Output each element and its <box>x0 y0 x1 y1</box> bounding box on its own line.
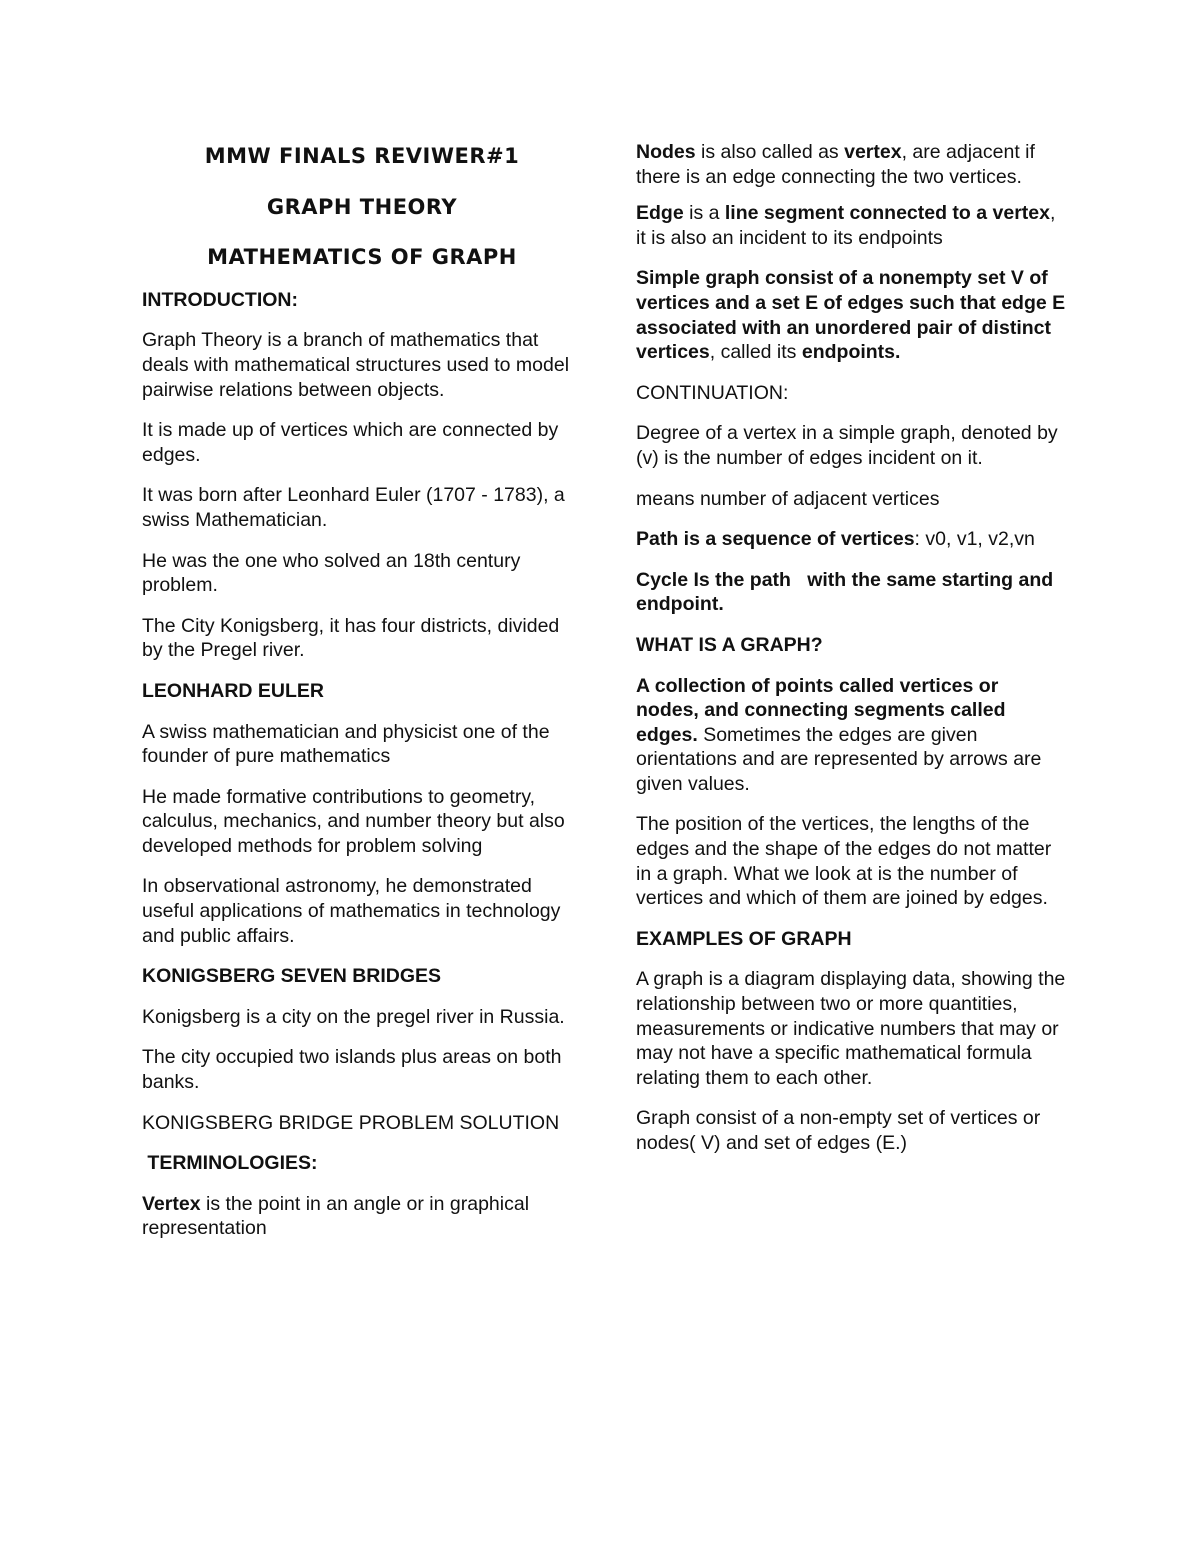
edge-definition <box>636 201 1066 250</box>
intro-paragraph: The City Konigsberg, it has four districts, divided by the Pregel river. <box>142 614 560 662</box>
simple-graph-endpoints: endpoints. <box>801 341 901 364</box>
position-paragraph: The position of the vertices, the lengths of the edges and the shape of the edges do not matter in a graph. What we look at is the number of vertices and which of them are joined by edges. <box>636 813 1052 910</box>
means-paragraph: means number of adjacent vertices <box>636 487 940 510</box>
euler-paragraph: A swiss mathematician and physicist one of the founder of pure mathematics <box>142 720 550 768</box>
what-is-graph-bold: A collection of points called vertices or nodes, and connecting segments called edges. <box>636 674 1006 746</box>
what-is-graph-paragraph <box>636 674 1066 797</box>
cycle-definition <box>636 568 1066 617</box>
nodes-term: Nodes <box>636 141 696 163</box>
intro-paragraph: It was born after Leonhard Euler (1707 - 1783), a swiss Mathematician. <box>142 484 565 531</box>
bridges-paragraph: KONIGSBERG BRIDGE PROBLEM SOLUTION <box>142 1111 560 1134</box>
document-title: MMW FINALS REVIWER#1 <box>204 144 520 168</box>
edge-bold-text: line segment connected to a vertex <box>724 202 1050 225</box>
nodes-vertex-term: vertex <box>844 141 902 163</box>
document-subtitle: GRAPH THEORY <box>266 194 458 219</box>
examples-paragraph: Graph consist of a non-empty set of vertices or nodes( V) and set of edges (E.) <box>636 1107 1041 1154</box>
path-bold: Path is a sequence of vertices <box>636 528 915 551</box>
path-text: : v0, v1, v2,vn <box>914 528 1035 551</box>
euler-paragraph: In observational astronomy, he demonstrated useful applications of mathematics in technology and public affairs. <box>142 875 561 947</box>
what-is-graph-text: Sometimes the edges are given orientations and are represented by arrows are given values. <box>636 723 1042 795</box>
examples-heading: EXAMPLES OF GRAPH <box>636 927 852 950</box>
vertex-term: Vertex <box>142 1192 201 1215</box>
bridges-paragraph: Konigsberg is a city on the pregel river in Russia. <box>142 1005 565 1028</box>
path-definition <box>636 527 1066 552</box>
simple-graph-bold: Simple graph consist of a nonempty set V of vertices and a set E of edges such that edge E associated with an unordered pair of distinct vertices <box>636 267 1066 364</box>
simple-graph-text: , called its <box>709 341 802 364</box>
what-is-graph-heading: WHAT IS A GRAPH? <box>636 633 823 656</box>
terminologies-heading-text: TERMINOLOGIES: <box>147 1152 318 1175</box>
vertex-def-text: is the point in an angle or in graphical representation <box>142 1192 530 1240</box>
document-subtitle-2: MATHEMATICS OF GRAPH <box>207 245 517 270</box>
intro-paragraph: Graph Theory is a branch of mathematics that deals with mathematical structures used to model pairwise relations between objects. <box>142 329 570 401</box>
examples-paragraph: A graph is a diagram displaying data, showing the relationship between two or more quantities, measurements or indicative numbers that may or may not have a specific mathematical formula relating them to each other. <box>636 968 1066 1089</box>
euler-heading: LEONHARD EULER <box>142 679 325 702</box>
bridges-heading: KONIGSBERG SEVEN BRIDGES <box>142 965 442 988</box>
left-column <box>142 140 582 1257</box>
right-column <box>636 140 1066 1172</box>
edge-text-rest: , it is also an incident to its endpoints <box>636 202 1056 249</box>
nodes-text: is also called as <box>695 141 845 163</box>
nodes-definition <box>636 140 1066 189</box>
continuation-heading: CONTINUATION: <box>636 381 789 404</box>
intro-paragraph: It is made up of vertices which are connected by edges. <box>142 419 559 466</box>
intro-paragraph: He was the one who solved an 18th century problem. <box>142 549 521 597</box>
edge-term: Edge <box>636 202 684 225</box>
intro-heading: INTRODUCTION: <box>142 288 298 311</box>
nodes-text-rest: , are adjacent if there is an edge connecting the two vertices. <box>636 141 1035 188</box>
edge-text: is a <box>683 202 725 225</box>
terminologies-heading <box>142 1151 582 1176</box>
simple-graph-definition <box>636 266 1066 364</box>
vertex-definition <box>142 1192 582 1241</box>
cycle-bold: Cycle Is the path with the same starting and endpoint. <box>636 568 1059 616</box>
bridges-paragraph: The city occupied two islands plus areas on both banks. <box>142 1046 562 1094</box>
euler-paragraph: He made formative contributions to geometry, calculus, mechanics, and number theory but also developed methods for problem solving <box>142 785 565 857</box>
degree-paragraph: Degree of a vertex in a simple graph, denoted by (v) is the number of edges incident on it. <box>636 422 1058 469</box>
